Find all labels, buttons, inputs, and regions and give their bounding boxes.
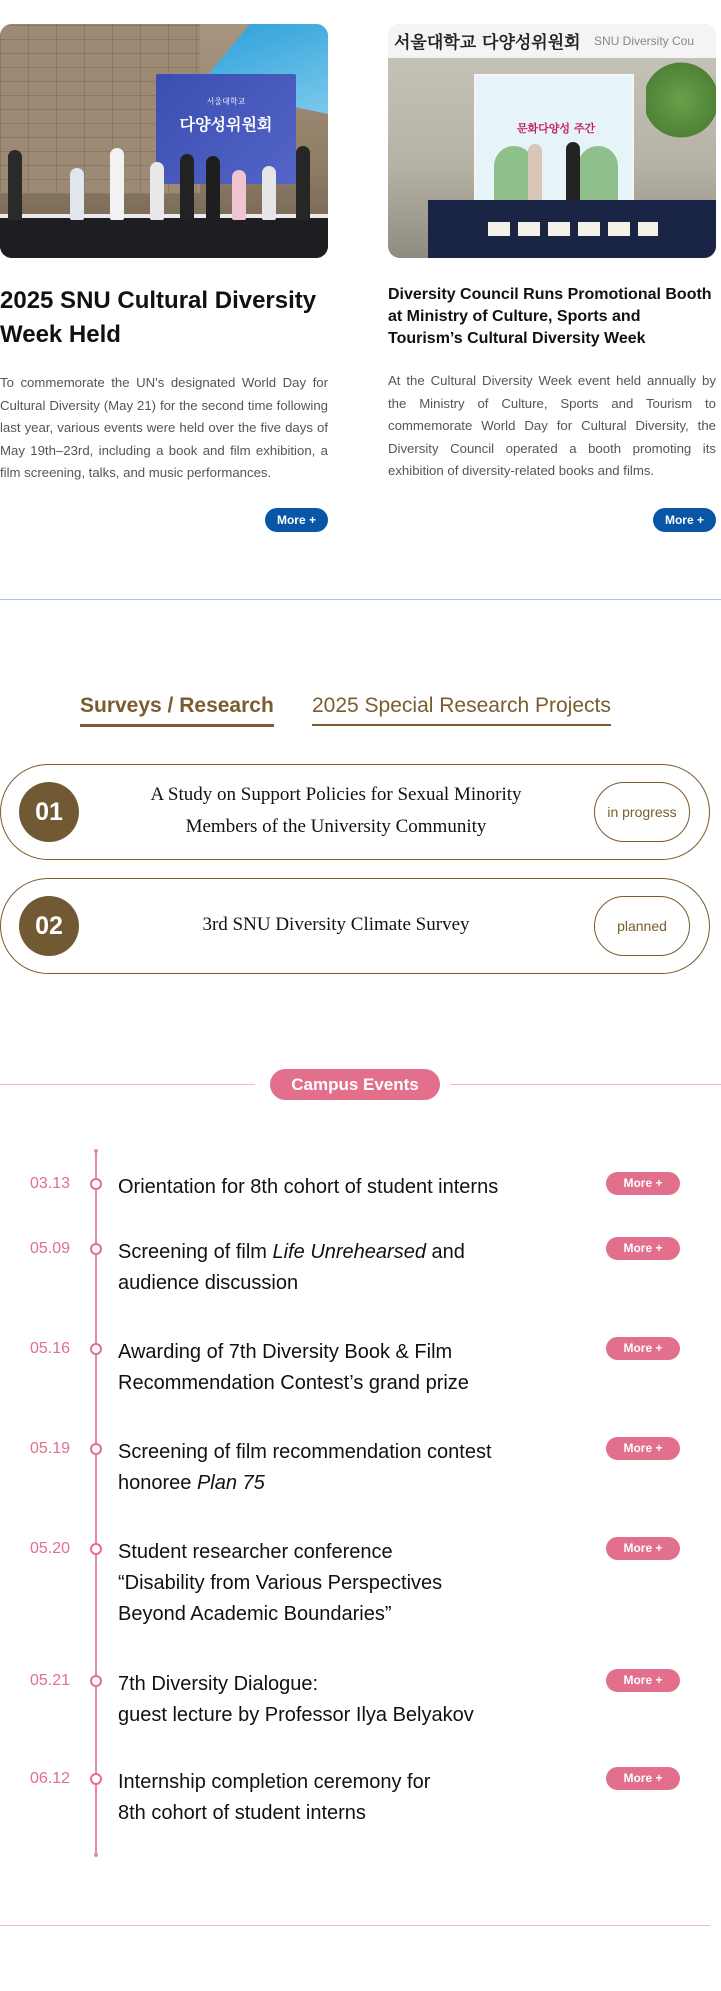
research-title: 3rd SNU Diversity Climate Survey — [202, 914, 470, 935]
more-button[interactable]: More + — [606, 1237, 680, 1260]
news-card-title[interactable]: Diversity Council Runs Promotional Booth at Ministry of Culture, Sports and Tourism’s Cultural Diversity Week — [388, 286, 712, 347]
timeline-node — [90, 1543, 102, 1555]
research-item[interactable] — [0, 878, 710, 974]
event-date: 05.21 — [30, 1672, 71, 1689]
more-button[interactable]: More + — [606, 1669, 680, 1692]
more-button[interactable]: More + — [265, 508, 328, 532]
timeline-node — [90, 1178, 102, 1190]
more-button[interactable]: More + — [606, 1172, 680, 1195]
events-heading-rule — [0, 1084, 255, 1085]
research-title: A Study on Support Policies for Sexual Minority Members of the University Community — [150, 784, 522, 837]
status-badge: planned — [594, 896, 690, 956]
event-date: 05.19 — [30, 1440, 71, 1457]
news-photo-stage-performance — [0, 24, 328, 258]
news-card-body: At the Cultural Diversity Week event held annually by the Ministry of Culture, Sports and Tourism to commemorate World Day for Cultural Diversity, the Diversity Council operated a booth promoting its exhibition of diversity-related books and films. — [388, 373, 716, 478]
news-card-title[interactable]: 2025 SNU Cultural Diversity Week Held — [0, 287, 317, 348]
timeline-end-dot — [94, 1853, 98, 1857]
timeline-node — [90, 1443, 102, 1455]
section-divider — [0, 1925, 710, 1926]
more-button[interactable]: More + — [606, 1767, 680, 1790]
timeline-node — [90, 1675, 102, 1687]
event-title: Student researcher conference “Disability from Various Perspectives Beyond Academic Boundaries” — [118, 1541, 443, 1625]
research-number: 02 — [19, 896, 79, 956]
event-date: 05.09 — [30, 1240, 71, 1257]
news-card-promotional-booth — [388, 24, 716, 527]
event-date: 05.16 — [30, 1340, 71, 1357]
more-button[interactable]: More + — [606, 1437, 680, 1460]
news-card-cultural-diversity-week — [0, 24, 328, 527]
event-title: 7th Diversity Dialogue: guest lecture by Professor Ilya Belyakov — [118, 1673, 474, 1726]
news-section — [0, 0, 721, 594]
event-date: 03.13 — [30, 1175, 71, 1192]
timeline-node — [90, 1343, 102, 1355]
timeline-node — [90, 1243, 102, 1255]
event-title: Screening of film recommendation contest honoree Plan 75 — [118, 1441, 492, 1494]
more-button[interactable]: More + — [606, 1337, 680, 1360]
stage-banner: 서울대학교 다양성위원회 — [156, 74, 296, 184]
more-button[interactable]: More + — [606, 1537, 680, 1560]
event-title: Awarding of 7th Diversity Book & Film Recommendation Contest’s grand prize — [118, 1341, 469, 1394]
tab-surveys-research[interactable]: Surveys / Research — [80, 692, 274, 727]
news-photo-booth — [388, 24, 716, 258]
research-item[interactable] — [0, 764, 710, 860]
booth-poster: 문화다양성 주간 — [474, 74, 634, 204]
events-heading-rule — [450, 1084, 721, 1085]
event-title: Internship completion ceremony for 8th cohort of student interns — [118, 1771, 431, 1824]
event-title: Screening of film Life Unrehearsed and audience discussion — [118, 1241, 465, 1294]
research-tabs — [0, 692, 721, 728]
news-card-body: To commemorate the UN's designated World Day for Cultural Diversity (May 21) for the second time following last year, various events were held over the five days of May 19th–23rd, including a book and film exhibition, a film screening, talks, and music performances. — [0, 375, 328, 480]
timeline-node — [90, 1773, 102, 1785]
research-number: 01 — [19, 782, 79, 842]
events-heading: Campus Events — [270, 1069, 440, 1100]
event-date: 06.12 — [30, 1770, 71, 1787]
section-divider — [0, 599, 721, 600]
timeline-line — [95, 1151, 97, 1855]
event-date: 05.20 — [30, 1540, 71, 1557]
booth-banner: 서울대학교 다양성위원회 SNU Diversity Cou — [388, 24, 716, 58]
timeline-end-dot — [94, 1149, 98, 1153]
more-button[interactable]: More + — [653, 508, 716, 532]
status-badge: in progress — [594, 782, 690, 842]
tab-special-research-projects[interactable]: 2025 Special Research Projects — [312, 692, 611, 726]
event-title: Orientation for 8th cohort of student interns — [118, 1176, 499, 1198]
